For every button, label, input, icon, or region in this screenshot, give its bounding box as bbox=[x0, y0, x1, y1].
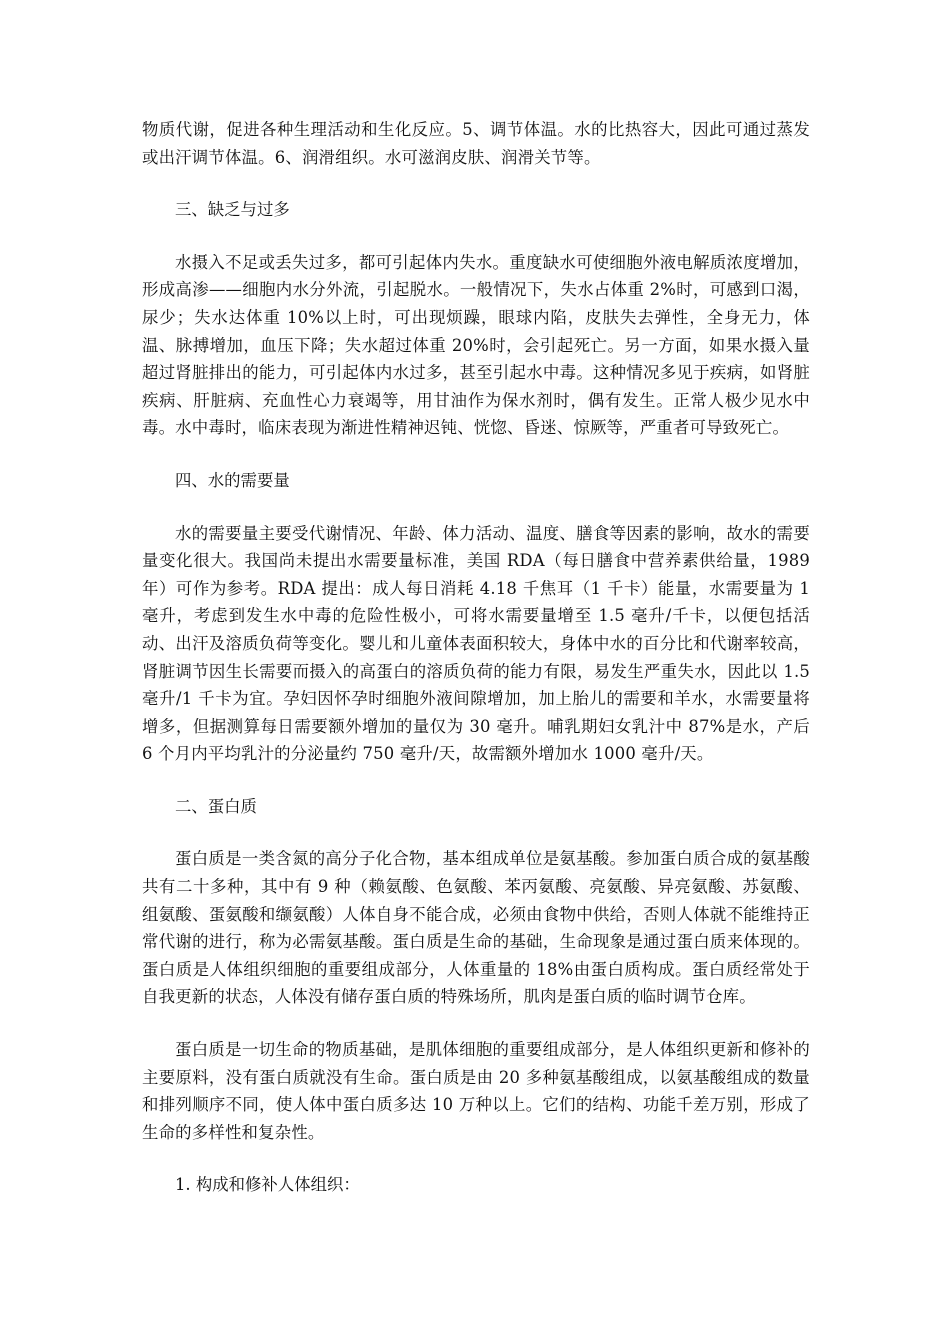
paragraph-dehydration-water-intoxication: 水摄入不足或丢失过多，都可引起体内失水。重度缺水可使细胞外液电解质浓度增加，形成高渗——细胞内水分外流，引起脱水。一般情况下，失水占体重 2%时，可感到口渴，尿少；失水达体重 10%以上时，可出现烦躁，眼球内陷，皮肤失去弹性，全身无力，体温、脉搏增加，血压下降；失水超过体重 20%时，会引起死亡。另一方面，如果水摄入量超过肾脏排出的能力，可引起体内水过多，甚至引起水中毒。这种情况多见于疾病，如肾脏疾病、肝脏病、充血性心力衰竭等，用甘油作为保水剂时，偶有发生。正常人极少见水中毒。水中毒时，临床表现为渐进性精神迟钝、恍惚、昏迷、惊厥等，严重者可导致死亡。 bbox=[142, 252, 810, 438]
section-heading-protein: 二、蛋白质 bbox=[175, 796, 257, 816]
paragraph-metabolism-temperature: 物质代谢，促进各种生理活动和生化反应。5、调节体温。水的比热容大，因此可通过蒸发或出汗调节体温。6、润滑组织。水可滋润皮肤、润滑关节等。 bbox=[142, 120, 810, 167]
section-heading-water-requirement: 四、水的需要量 bbox=[175, 470, 290, 490]
subsection-heading-tissue-repair: 1. 构成和修补人体组织： bbox=[175, 1175, 360, 1195]
paragraph-protein-amino-acids: 蛋白质是一类含氮的高分子化合物，基本组成单位是氨基酸。参加蛋白质合成的氨基酸共有二十多种，其中有 9 种（赖氨酸、色氨酸、苯丙氨酸、亮氨酸、异亮氨酸、苏氨酸、组氨酸、蛋氨酸和缬氨酸）人体自身不能合成，必须由食物中供给，否则人体就不能维持正常代谢的进行，称为必需氨基酸。蛋白质是生命的基础，生命现象是通过蛋白质来体现的。蛋白质是人体组织细胞的重要组成部分，人体重量的 18%由蛋白质构成。蛋白质经常处于自我更新的状态，人体没有储存蛋白质的特殊场所，肌肉是蛋白质的临时调节仓库。 bbox=[142, 849, 810, 1007]
paragraph-water-requirement: 水的需要量主要受代谢情况、年龄、体力活动、温度、膳食等因素的影响，故水的需要量变化很大。我国尚未提出水需要量标准，美国 RDA（每日膳食中营养素供给量，1989年）可作为参考。RDA 提出：成人每日消耗 4.18 千焦耳（1 千卡）能量，水需要量为 1 毫升，考虑到发生水中毒的危险性极小，可将水需要量增至 1.5 毫升/千卡，以便包括活动、出汗及溶质负荷等变化。婴儿和儿童体表面积较大，身体中水的百分比和代谢率较高，肾脏调节因生长需要而摄入的高蛋白的溶质负荷的能力有限，易发生严重失水，因此以 1.5 毫升/1 千卡为宜。孕妇因怀孕时细胞外液间隙增加，加上胎儿的需要和羊水，水需要量将增多，但据测算每日需要额外增加的量仅为 30 毫升。哺乳期妇女乳汁中 87%是水，产后 6 个月内平均乳汁的分泌量约 750 毫升/天，故需额外增加水 1000 毫升/天。 bbox=[142, 523, 810, 764]
paragraph-protein-basis-of-life: 蛋白质是一切生命的物质基础，是肌体细胞的重要组成部分，是人体组织更新和修补的主要原料，没有蛋白质就没有生命。蛋白质是由 20 多种氨基酸组成，以氨基酸组成的数量和排列顺序不同，使人体中蛋白质多达 10 万种以上。它们的结构、功能千差万别，形成了生命的多样性和复杂性。 bbox=[142, 1040, 810, 1142]
section-heading-deficiency-excess: 三、缺乏与过多 bbox=[175, 200, 290, 220]
document-body bbox=[142, 116, 810, 1224]
